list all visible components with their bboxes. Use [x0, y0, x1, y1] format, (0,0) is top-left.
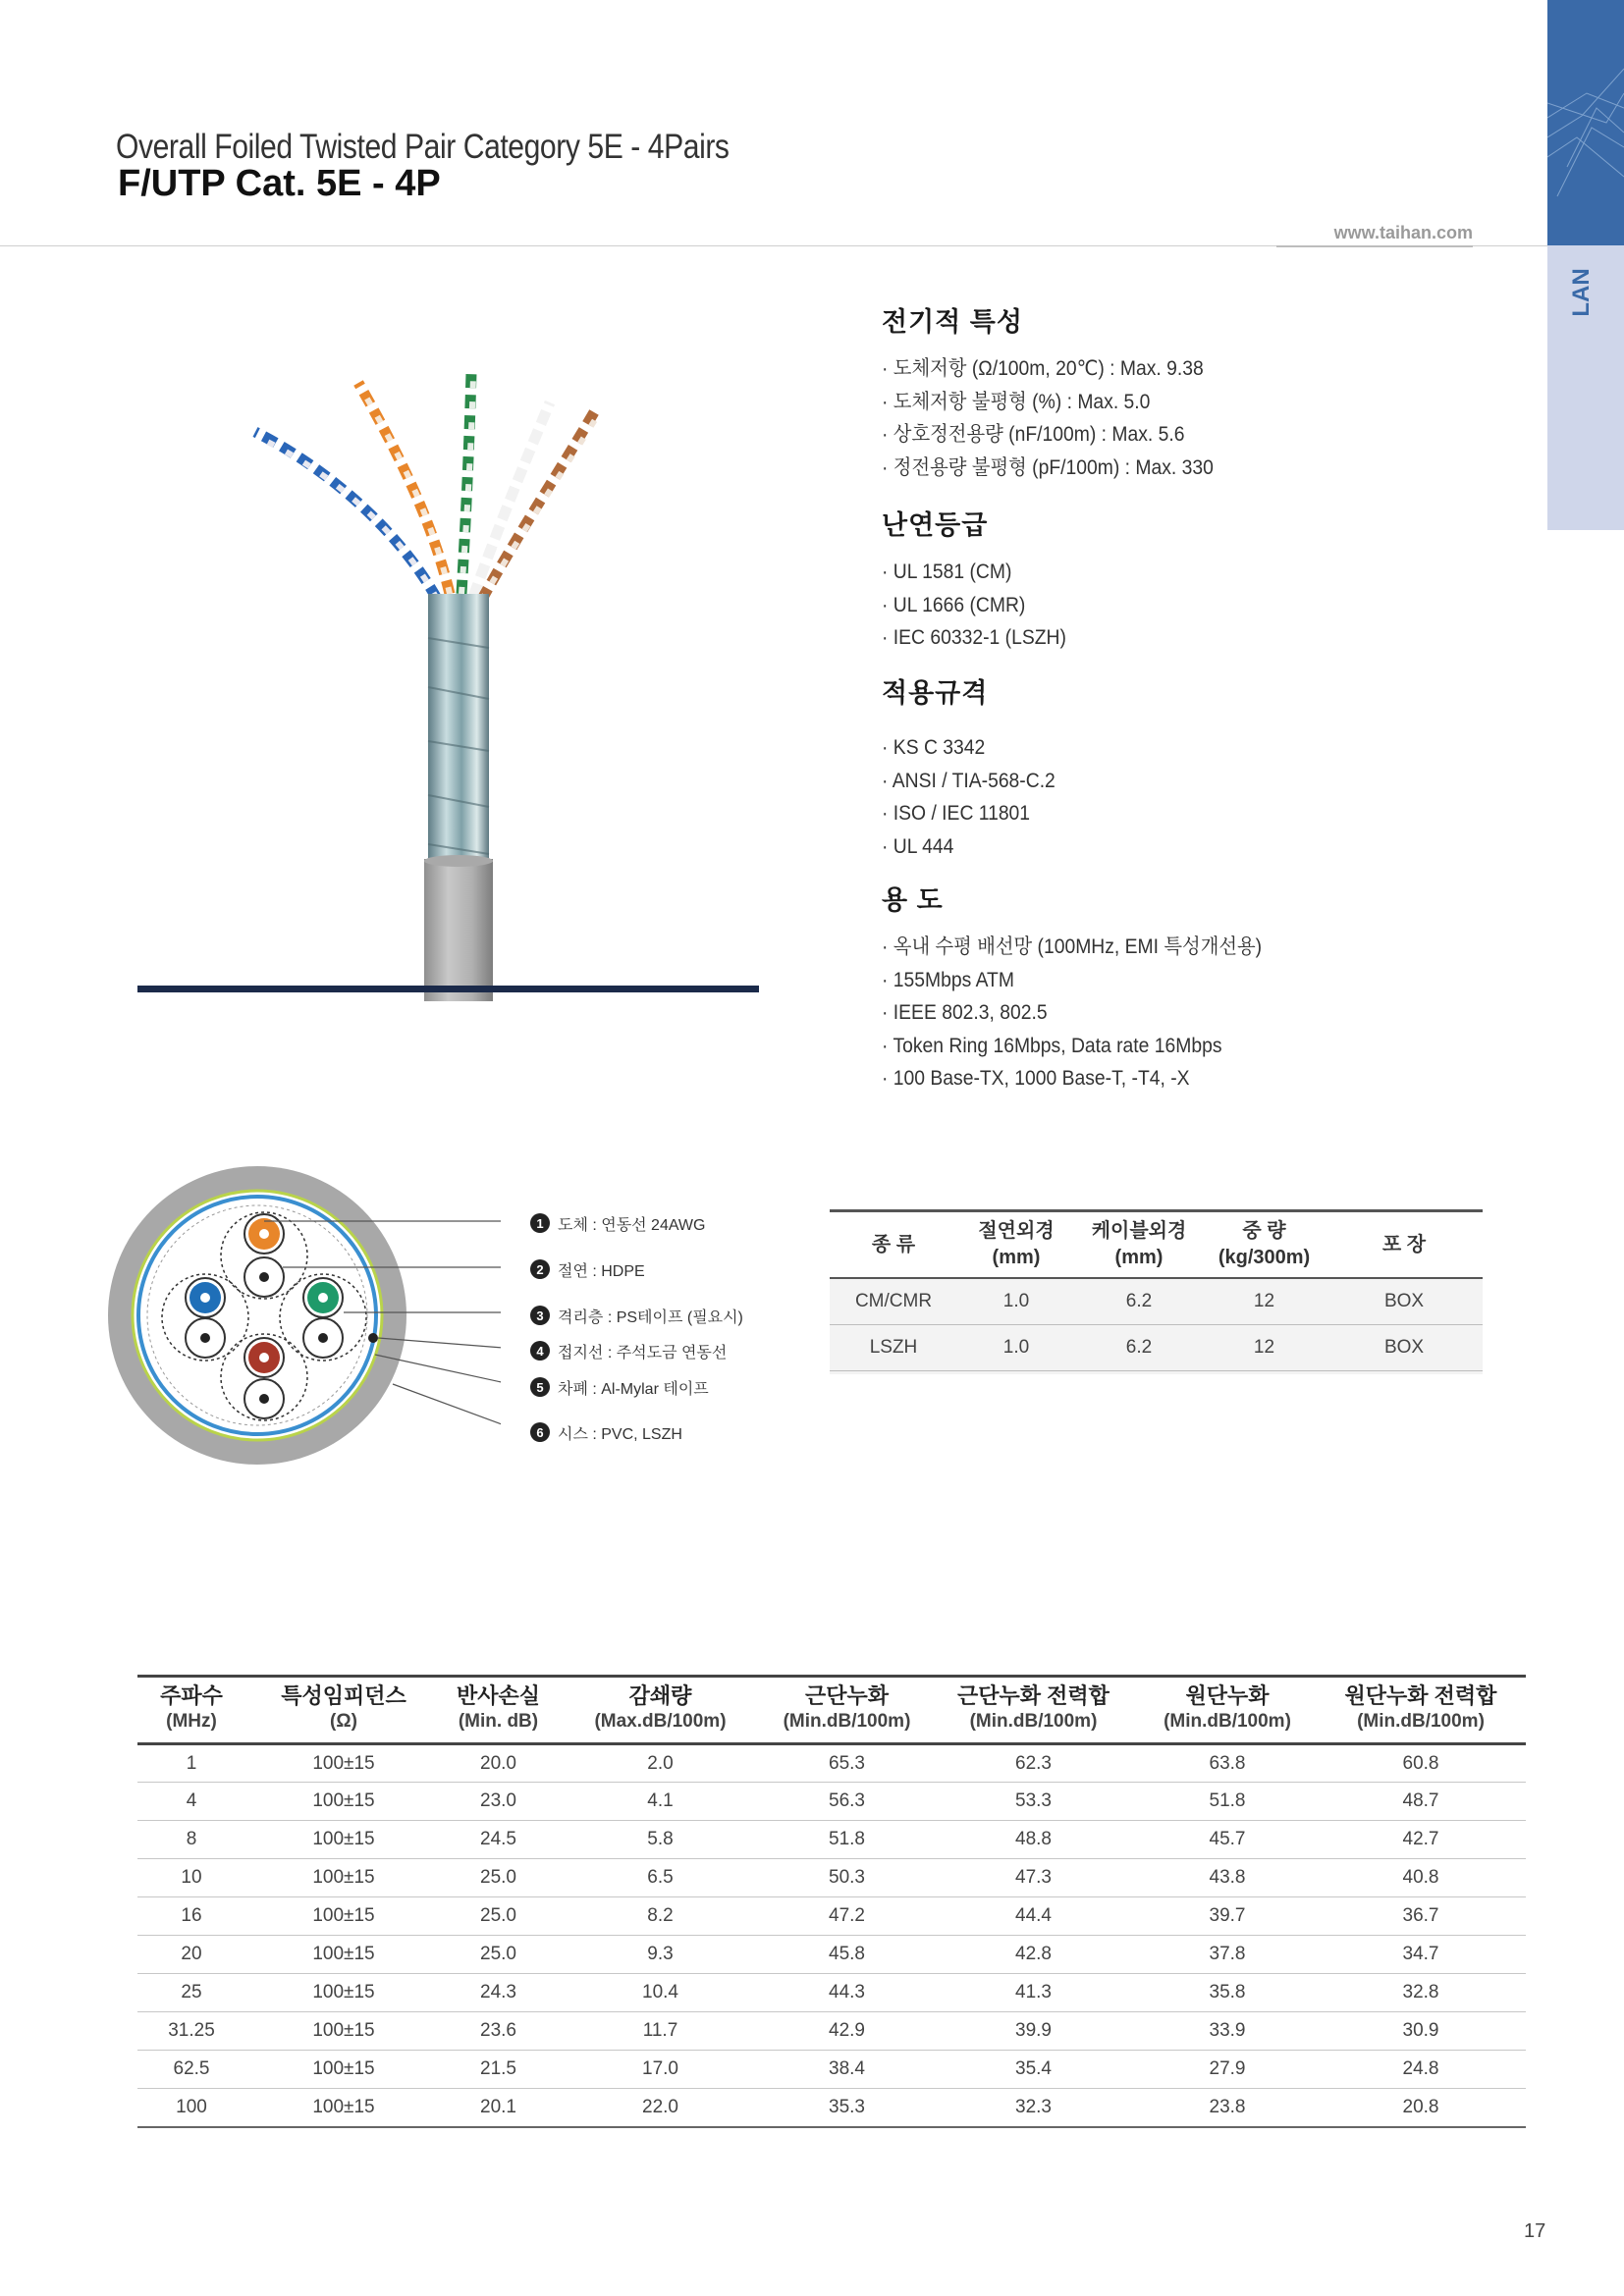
table-cell: 30.9	[1316, 2012, 1526, 2051]
table-cell: 17.0	[555, 2051, 766, 2089]
spec-flame-rating	[882, 504, 1082, 655]
legend-number: 3	[530, 1306, 550, 1325]
spec-heading: 전기적 특성	[882, 307, 1023, 337]
table-cell: 20	[137, 1936, 245, 1974]
page-number: 17	[1524, 2220, 1546, 2242]
table-cell: 39.9	[928, 2012, 1139, 2051]
side-tab-label-box	[1559, 268, 1604, 317]
table-cell: 100±15	[245, 2051, 442, 2089]
table-cell: 100±15	[245, 1821, 442, 1859]
spec-item: · KS C 3342	[882, 736, 986, 759]
product-table	[830, 1209, 1483, 1371]
table-header	[1203, 1211, 1326, 1279]
page-subtitle: Overall Foiled Twisted Pair Category 5E - 4Pairs	[116, 128, 730, 166]
spec-item: · 100 Base-TX, 1000 Base-T, -T4, -X	[882, 1067, 1190, 1091]
spec-item: · UL 444	[882, 834, 954, 858]
header-label: 근단누화 전력합	[957, 1683, 1110, 1708]
header-unit: (MHz)	[166, 1711, 217, 1732]
cable-photo	[137, 353, 766, 1001]
table-cell: 21.5	[442, 2051, 555, 2089]
table-cell: 20.0	[442, 1744, 555, 1783]
table-cell: 35.3	[766, 2089, 928, 2127]
header-label: 원단누화	[1185, 1683, 1270, 1708]
spec-item: · UL 1581 (CM)	[882, 561, 1012, 583]
spec-standards	[882, 671, 1070, 863]
spec-item: · ANSI / TIA-568-C.2	[882, 769, 1056, 792]
table-cell: 25.0	[442, 1859, 555, 1897]
table-header	[1139, 1677, 1316, 1744]
cable-cross-section	[108, 1163, 501, 1477]
header-label: 절연외경	[978, 1220, 1055, 1242]
table-cell: 4	[137, 1783, 245, 1821]
table-cell: 100±15	[245, 1783, 442, 1821]
table-cell: 65.3	[766, 1744, 928, 1783]
table-cell: 62.5	[137, 2051, 245, 2089]
table-cell: 100	[137, 2089, 245, 2127]
table-cell: 6.5	[555, 1859, 766, 1897]
table-cell: 41.3	[928, 1974, 1139, 2012]
table-cell: 51.8	[1139, 1783, 1316, 1821]
table-header	[555, 1677, 766, 1744]
table-cell: 32.8	[1316, 1974, 1526, 2012]
legend-item-conductor	[530, 1211, 705, 1235]
table-cell: 100±15	[245, 2089, 442, 2127]
legend-text: 시스 : PVC, LSZH	[558, 1425, 682, 1443]
header-label: 주파수	[160, 1683, 223, 1708]
table-cell: 53.3	[928, 1783, 1139, 1821]
spec-item: · 도체저항 (Ω/100m, 20℃) : Max. 9.38	[882, 357, 1204, 380]
table-cell: 32.3	[928, 2089, 1139, 2127]
table-cell: 48.8	[928, 1821, 1139, 1859]
table-row	[137, 1936, 1526, 1974]
legend-number: 6	[530, 1422, 550, 1442]
spec-item: · UL 1666 (CMR)	[882, 593, 1026, 616]
table-cell: 10	[137, 1859, 245, 1897]
drain-wire	[368, 1333, 378, 1343]
table-header	[928, 1677, 1139, 1744]
table-cell: 25.0	[442, 1936, 555, 1974]
spec-item: · IEEE 802.3, 802.5	[882, 1001, 1048, 1025]
table-cell: 44.3	[766, 1974, 928, 2012]
table-cell: 60.8	[1316, 1744, 1526, 1783]
header-label: 감쇄량	[628, 1683, 692, 1708]
spec-applications	[882, 879, 1295, 1095]
table-cell: 33.9	[1139, 2012, 1316, 2051]
table-cell: 100±15	[245, 1859, 442, 1897]
side-tab-label: LAN	[1568, 268, 1595, 317]
spec-heading: 용 도	[882, 885, 944, 915]
table-cell: 2.0	[555, 1744, 766, 1783]
table-cell: 38.4	[766, 2051, 928, 2089]
spec-item: · 도체저항 불평형 (%) : Max. 5.0	[882, 390, 1151, 413]
table-cell: 100±15	[245, 1974, 442, 2012]
spec-item: · 상호정전용량 (nF/100m) : Max. 5.6	[882, 423, 1185, 447]
header-unit: (kg/300m)	[1218, 1247, 1311, 1268]
table-cell: 35.8	[1139, 1974, 1316, 2012]
table-header	[1326, 1211, 1483, 1279]
table-cell: LSZH	[830, 1324, 957, 1370]
side-tab-decoration	[1547, 0, 1624, 245]
table-cell: BOX	[1326, 1324, 1483, 1370]
table-header	[830, 1211, 957, 1279]
table-cell: 24.8	[1316, 2051, 1526, 2089]
header-label: 중 량	[1242, 1220, 1286, 1242]
header-label: 포 장	[1381, 1233, 1427, 1255]
table-cell: 25.0	[442, 1897, 555, 1936]
table-cell: 37.8	[1139, 1936, 1316, 1974]
table-cell: 1	[137, 1744, 245, 1783]
spec-item: · 155Mbps ATM	[882, 968, 1014, 991]
table-cell: 10.4	[555, 1974, 766, 2012]
legend-text: 절연 : HDPE	[558, 1262, 645, 1280]
legend-number: 4	[530, 1341, 550, 1361]
table-row	[137, 2012, 1526, 2051]
table-cell: 100±15	[245, 1897, 442, 1936]
legend-text: 차폐 : Al-Mylar 테이프	[558, 1380, 709, 1398]
photo-baseline	[137, 986, 759, 992]
table-cell: 45.7	[1139, 1821, 1316, 1859]
table-cell: 12	[1203, 1278, 1326, 1324]
table-cell: 6.2	[1075, 1324, 1203, 1370]
legend-item-shield	[530, 1375, 709, 1399]
legend-item-sheath	[530, 1420, 682, 1444]
table-row	[830, 1278, 1483, 1324]
spec-item: · ISO / IEC 11801	[882, 802, 1031, 826]
legend-text: 격리층 : PS테이프 (필요시)	[558, 1308, 743, 1326]
wire-lines-icon	[1547, 0, 1624, 245]
table-cell: 23.0	[442, 1783, 555, 1821]
table-cell: 42.8	[928, 1936, 1139, 1974]
table-cell: BOX	[1326, 1278, 1483, 1324]
table-cell: 23.8	[1139, 2089, 1316, 2127]
table-cell: 1.0	[957, 1324, 1075, 1370]
electrical-table-body	[137, 1744, 1526, 2127]
header-unit: (Min. dB)	[458, 1711, 539, 1732]
table-cell: 50.3	[766, 1859, 928, 1897]
table-cell: CM/CMR	[830, 1278, 957, 1324]
page-title: F/UTP Cat. 5E - 4P	[118, 163, 441, 204]
table-row	[137, 2089, 1526, 2127]
header-unit: (Min.dB/100m)	[783, 1711, 911, 1732]
table-cell: 45.8	[766, 1936, 928, 1974]
table-cell: 12	[1203, 1324, 1326, 1370]
header-unit: (mm)	[1114, 1247, 1164, 1268]
table-cell: 25	[137, 1974, 245, 2012]
table-cell: 47.2	[766, 1897, 928, 1936]
table-cell: 47.3	[928, 1859, 1139, 1897]
legend-number: 5	[530, 1377, 550, 1397]
table-header	[1316, 1677, 1526, 1744]
table-cell: 1.0	[957, 1278, 1075, 1324]
website-underline	[1276, 245, 1473, 247]
website-link[interactable]: www.taihan.com	[1333, 223, 1473, 242]
table-cell: 39.7	[1139, 1897, 1316, 1936]
table-row	[830, 1324, 1483, 1370]
spec-item: · IEC 60332-1 (LSZH)	[882, 626, 1066, 650]
spec-item: · Token Ring 16Mbps, Data rate 16Mbps	[882, 1034, 1222, 1057]
table-header	[442, 1677, 555, 1744]
table-header	[766, 1677, 928, 1744]
table-cell: 100±15	[245, 1936, 442, 1974]
table-cell: 62.3	[928, 1744, 1139, 1783]
legend-text: 접지선 : 주석도금 연동선	[558, 1344, 728, 1362]
header-label: 반사손실	[456, 1683, 540, 1708]
header-unit: (Max.dB/100m)	[594, 1711, 727, 1732]
table-cell: 4.1	[555, 1783, 766, 1821]
table-cell: 8.2	[555, 1897, 766, 1936]
table-header-row	[137, 1677, 1526, 1744]
table-cell: 20.1	[442, 2089, 555, 2127]
header-unit: (Min.dB/100m)	[1164, 1711, 1291, 1732]
spec-heading: 난연등급	[882, 510, 989, 540]
table-row	[137, 1821, 1526, 1859]
table-cell: 43.8	[1139, 1859, 1316, 1897]
legend-text: 도체 : 연동선 24AWG	[558, 1216, 706, 1234]
table-cell: 24.3	[442, 1974, 555, 2012]
table-cell: 56.3	[766, 1783, 928, 1821]
table-cell: 24.5	[442, 1821, 555, 1859]
table-row	[137, 1974, 1526, 2012]
table-header	[1075, 1211, 1203, 1279]
header-unit: (mm)	[992, 1247, 1041, 1268]
spec-electrical	[882, 300, 1242, 484]
spec-item: · 옥내 수평 배선망 (100MHz, EMI 특성개선용)	[882, 935, 1263, 958]
table-cell: 6.2	[1075, 1278, 1203, 1324]
legend-number: 2	[530, 1259, 550, 1279]
header-label: 원단누화 전력합	[1344, 1683, 1497, 1708]
table-header-row	[830, 1211, 1483, 1279]
table-cell: 100±15	[245, 2012, 442, 2051]
legend-number: 1	[530, 1213, 550, 1233]
header-label: 근단누화	[804, 1683, 889, 1708]
table-cell: 9.3	[555, 1936, 766, 1974]
table-cell: 22.0	[555, 2089, 766, 2127]
table-cell: 16	[137, 1897, 245, 1936]
table-cell: 40.8	[1316, 1859, 1526, 1897]
header-unit: (Min.dB/100m)	[1357, 1711, 1485, 1732]
table-cell: 44.4	[928, 1897, 1139, 1936]
table-cell: 42.9	[766, 2012, 928, 2051]
legend-item-drain-wire	[530, 1339, 727, 1362]
table-cell: 35.4	[928, 2051, 1139, 2089]
electrical-table	[137, 1675, 1526, 2128]
table-cell: 42.7	[1316, 1821, 1526, 1859]
legend-item-insulation	[530, 1257, 645, 1281]
table-header	[137, 1677, 245, 1744]
table-header	[245, 1677, 442, 1744]
table-row	[137, 1859, 1526, 1897]
table-cell: 51.8	[766, 1821, 928, 1859]
spec-heading: 적용규격	[882, 678, 989, 708]
table-cell: 100±15	[245, 1744, 442, 1783]
table-cell: 8	[137, 1821, 245, 1859]
table-header	[957, 1211, 1075, 1279]
spec-item: · 정전용량 불평형 (pF/100m) : Max. 330	[882, 455, 1214, 479]
table-row	[137, 1744, 1526, 1783]
table-row	[137, 1783, 1526, 1821]
table-cell: 5.8	[555, 1821, 766, 1859]
header-label: 종 류	[871, 1233, 916, 1255]
table-cell: 11.7	[555, 2012, 766, 2051]
header-unit: (Min.dB/100m)	[969, 1711, 1098, 1732]
header-label: 케이블외경	[1091, 1220, 1187, 1242]
table-cell: 31.25	[137, 2012, 245, 2051]
table-cell: 48.7	[1316, 1783, 1526, 1821]
table-cell: 63.8	[1139, 1744, 1316, 1783]
table-cell: 20.8	[1316, 2089, 1526, 2127]
header-label: 특성임피던스	[281, 1683, 406, 1708]
table-cell: 27.9	[1139, 2051, 1316, 2089]
header-unit: (Ω)	[330, 1711, 357, 1732]
table-cell: 36.7	[1316, 1897, 1526, 1936]
table-row	[137, 1897, 1526, 1936]
table-cell: 34.7	[1316, 1936, 1526, 1974]
table-row	[137, 2051, 1526, 2089]
table-cell: 23.6	[442, 2012, 555, 2051]
legend-item-separator	[530, 1304, 743, 1327]
